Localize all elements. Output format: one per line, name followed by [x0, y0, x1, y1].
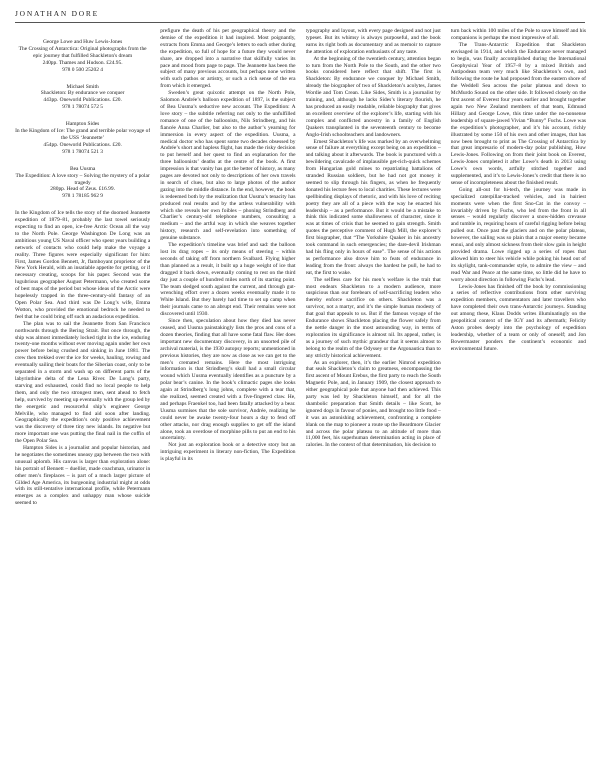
paragraph: typography and layout, with every page designed and not just typeset. But its whimsy is always purposeful, and the book earns its right both as documentary and as memoir to capture the attention of exploration enthusiasts of any taste. — [305, 28, 441, 55]
book-isbn: 978 1 78074 521 3 — [62, 148, 104, 155]
book-author: George Lowe and Huw Lewis-Jones — [42, 39, 123, 45]
paragraph: turn back within 100 miles of the Pole to save himself and his companions is perhaps the most impressive of all. — [450, 28, 586, 41]
book-isbn: 978 0 500 25202 4 — [62, 66, 104, 73]
book-title: The Expedition: A love story – Solving the mystery of a polar tragedy — [15, 172, 150, 186]
book-details: 454pp. Oneworld Publications. £20. — [43, 141, 122, 148]
paragraph: Not just an exploration book or a detective story but an intriguing experiment in literary non-fiction, The Expedition is playful in its — [160, 442, 296, 463]
paragraph: The Trans-Antarctic Expedition that Shackleton envisaged in 1914, and which the Endurance never managed to begin, was finally accomplished during the International Geophysical Year of 1957–8 by a mixed British and Antipodean team very much like Shackleton’s own, and following the route he had proposed from the eastern shore of the Weddell Sea across the polar plateau and down to McMurdo Sound on the other side. It followed closely on the first ascent of Everest four years earlier and brought together again two New Zealand members of that team, Edmund Hillary and George Lowe, this time under the no-nonsense leadership of square-jawed Vivian “Bunny” Fuchs. Lowe was the expedition’s photographer, and it’s his account, richly illustrated by some 150 of his own and other images, that has now been brought to print as The Crossing of Antarctica by that great impresario of modern-day polar publishing, Huw Lewis-Jones. Following on from their joint book on Everest, Lewis-Jones completed it after Lowe’s death in 2013 using Lowe’s own words, artfully stitched together and supplemented, and it’s to Lewis-Jones’s credit that there is no sense of incompleteness about the finished result. — [450, 41, 586, 186]
paragraph: Lewis-Jones has finished off the book by commissioning a series of reflective contributions from other surviving expedition members, commentators and later travellers who have completed their own trans-Antarctic journeys. Standing out among these, Klaus Dodds writes illuminatingly on the geopolitical context of the IGY and its aftermath; Felicity Aston probes deeply into the psychology of expedition leadership, whether of a team or only of oneself; and Jon Bowermaster ponders the continent’s economic and environmental future. — [450, 283, 586, 352]
column-2 — [160, 28, 295, 760]
paragraph: The expedition’s timeline was brief and sad: the balloon lost its drag ropes – its only means of steering – within seconds of taking off from northern Svalbard. Flying higher than planned as a result, it built up a huge weight of ice that dragged it back down, eventually coming to rest on the third day just a couple of hundred miles north of its starting point. The team sledged south against the current, and through gut-wrenching effort over a dozen weeks eventually made it to White Island. But they barely had time to set up camp when their journals came to an abrupt end. Their remains were not discovered until 1930. — [160, 242, 296, 318]
book-details: 240pp. Thames and Hudson. £24.95. — [42, 59, 123, 66]
paragraph: Hampton Sides is a journalist and popular historian, and he negotiates the sometimes uneasy gap between the two with unusual aplomb. His canvas is larger than exploration alone: his portrait of Bennett – duellist, made coachman, urinator in other men’s fireplaces – is part of a much larger picture of Gilded Age America, its burgeoning industrial might at odds with its still-tentative international profile, while Petermann emerges as a complex and unhappy man whose suicide seemed to — [15, 445, 151, 507]
book-entry — [15, 84, 150, 112]
book-author: Bea Uusma — [70, 165, 96, 172]
paragraph: The plan was to sail the Jeannette from San Francisco northwards through the Bering Strait. But once through, the ship was almost immediately locked tight in the ice, enduring twenty-one months without ever moving again under her own power before being crushed and sinking in June 1881. The crew then trekked over the ice for weeks, hauling, rowing and eventually sailing their boats for the Siberian coast, only to be separated in a storm and wash up on different parts of the labyrinthine delta of the Lena River. De Long’s party, starving and exhausted, could find no local people to help them, and only the two strongest men, sent ahead to fetch help, survived by meeting up eventually with the group led by the energetic and resourceful ship’s engineer George Melville, who managed to find aid soon after landing. Geographically the expedition’s only positive achievement was the discovery of three tiny new islands. Its negative but more important one was putting the final nail in the coffin of the Open Polar Sea. — [15, 320, 151, 445]
article-author: JONATHAN DORE — [15, 9, 99, 18]
paragraph: Ernest Shackleton’s life was marked by an overwhelming sense of failure at everything except being on an expedition – and talking about it afterwards. The book is punctured with a bewildering cavalcade of implausible get-rich-quick schemes from Hungarian gold mines to repatriating battalions of stranded Russian soldiers, but he had not got money it seemed to slip through his fingers, as when he frequently donated his lecture fees to local charities. These lectures were spellbinding displays of rhetoric, and with his love of reciting poetry they are all of a piece with the way he enacted his leadership – as a performance. But it would be a mistake to think this indicated some shallowness of character, since it was at times of crisis that he seemed to gain strength. Smith quotes the perceptive comment of Hugh Mill, the explorer’s first biographer, that “The Yorkshire Quaker in his ancestry took command in such emergencies; the dare-devil Irishman had his fling only in hours of ease”. The sense of his actions as performance also drove him to feats of endurance in leading from the front: always the hardest he pull, he had to eat, the first to wake. — [305, 138, 441, 276]
book-details: 443pp. Oneworld Publications. £20. — [43, 97, 122, 104]
book-isbn: 978 1 78185 962 9 — [62, 193, 104, 200]
book-entry — [15, 39, 150, 74]
paragraph: The selfless care for his men’s welfare is the trait that most endears Shackleton to a modern audience, more suspicious than our forebears of self-sacrificing leaders who thereby enforce sacrifice on others. Shackleton was a survivor, not a martyr, and it’s the simple human modesty of that goal that appeals to us. But if the famous voyage of the Endurance shows Shackleton placing the flower safely from the nettle danger in the most astounding way, in terms of exploration its significance is almost nil. Its appeal, rather, is as a journey of such mythic grandeur that it seems almost to belong to the realm of the Odyssey or the Argonautica than to any strictly historical achievement. — [305, 276, 441, 359]
book-author: Hampton Sides — [65, 121, 100, 128]
book-author: Michael Smith — [66, 83, 99, 90]
paragraph: Since then, speculation about how they died has never ceased, and Uusma painstakingly lists the pros and cons of a dozen theories, finding that all have some fatal flaw. Her does important new documentary discovery, in an unsorted pile of archival material, is the 1930 autopsy reports; unmentioned in previous histories, they are now as close as we can get to the men’s cremated remains. Here the most intriguing information is that Strindberg’s skull had a small circular wound which Uusma eventually identifies as a puncture by a polar bear’s canine. In the book’s climactic pages she looks again at Strindberg’s long johns, complete with a tear that, she realized, seemed created with a five-fingered claw. He, and perhaps Fraenkel too, had been fatally attacked by a bear. Uusma surmises that the sole survivor, Andrée, realizing he could never be awake twenty-four hours a day to fend off other attacks, nor drag enough supplies to get off the island alone, took an overdose of morphine pills to put an end to his uncertainty. — [160, 318, 296, 442]
book-title: In the Kingdom of Ice: The grand and terrible polar voyage of the USS ‘Jeannette’ — [15, 128, 151, 141]
column-3 — [306, 28, 441, 760]
column-4 — [451, 28, 586, 760]
paragraph: Sweden’s great quixotic attempt on the North Pole, Salomon Andrée’s balloon expedition of 1897, is the subject of Bea Uusma’s seductive new account. The Expedition: A love story – the subtitle referring not only to the unfulfilled romance of one of the balloonists, Nils Strindberg, and his fiancée Anna Charlier, but also to the author’s yearning for immersion in every aspect of the expedition. Uusma, a medical doctor who has spent some two decades obsessed by Andrée’s short and hapless flight, has made the risky decision to put herself and her quest to find an explanation for the three balloonists’ deaths at the centre of the book. A first impression is that vanity has got the better of history, as many pages are devoted not only to descriptions of her own travels in search of clues, but also to large photos of the author gazing into the middle distance. In the end, however, the book is redeemed both by the realization that Uusma’s tenacity has produced real results and by the artless vulnerability with which she reveals her own foibles – phoning Strindberg and Charlier’s century-old telephone numbers, consulting a medium – and the artful way in which she weaves together history, research and self-revelation into something of genuine substance. — [160, 90, 296, 242]
paragraph: Going all-out for hi-tech, the journey was made in specialized caterpillar-tracked vehicles, and in hairiest moments were when the first Sno-Cat in the convoy – invariably driven by Fuchs, who led from the front in all senses – would regularly discover a snow-hidden crevasse and tumble in, requiring hours of careful rigging before being pulled out. Once past the glaciers and on the polar plateau, however, the sailing was so plain that a major enemy became ennui, and only almost sickness from their slow gain in height provided drama. Lowe rigged up a series of ropes that allowed him to steer his vehicle while poking his head out of its skylight, tank-commander style, to admire the view – and read War and Peace at the same time, so little did he have to worry about direction in following Fuchs’s lead. — [450, 186, 586, 283]
book-entry — [15, 121, 150, 156]
paragraph: At the beginning of the twentieth century, attention began to turn from the North Pole to the South, and the other two books considered here reflect that shift. The first is Shackleton: By endurance we conquer by Michael Smith, already the biographer of two of Shackleton’s acolytes, James Wordie and Tom Crean. Like Sides, Smith is a journalist by training, and, although he lacks Sides’s literary flourish, he has produced an easily readable, reliable biography that gives an excellent overview of the explorer’s life, starting with his complex and conflicted ancestry in a family of English Quakers transplanted in the seventeenth century to become Anglo-Irish schoolteachers and landowners. — [305, 55, 441, 138]
book-title: The Crossing of Antarctica: Original photographs from the epic journey that fulfilled Shackleton's dream — [18, 45, 147, 59]
book-title: Shackleton: By endurance we conquer — [40, 90, 125, 97]
book-isbn: 978 1 78074 572 5 — [62, 104, 104, 111]
paragraph: In the Kingdom of Ice tells the story of the doomed Jeannette expedition of 1879–81, probably the last towel seriously expecting to find an open, ice-free Arctic Ocean all the way to the North Pole. George Washington De Long was an ambitious young US Naval officer who spent years building a network of contacts who could help make the voyage a reality. Three figures were especially significant for him: First, James Gordon Bennett, Jr, flamboyant proprietor of the New York Herald, with an insatiable appetite for getting, or if necessary creating, scoops for his paper. Second was the lugubrious geographer August Petermann, who created some of best maps of the period but whose ideas of the Arctic were hopelessly trapped in the three-century-old fantasy of an Open Polar Sea. And third was De Long’s wife, Emma Wotton, who provided the emotional bedrock he needed to feel that he could bring off such an audacious expedition. — [15, 210, 151, 320]
paragraph: As an explorer, then, it’s the earlier Nimrod expedition that seals Shackleton’s claim to greatness, encompassing the first ascent of Mount Erebus, the first party to reach the South Magnetic Pole, and, in January 1909, the closest approach to either geographical pole that anyone had then achieved. This party was led by Shackleton himself, and for all the shambolic preparation that Smith details – like Scott, he ignored dogs in favour of ponies, and brought too little food – it was an astonishing achievement, confronting a complete blank on the map to pioneer a route up the Beardmore Glacier and across the polar plateau to an altitude of more than 11,000 feet, his superhuman determination acting in place of calories. In the context of that determination, his decision to — [305, 359, 441, 449]
book-details: 280pp. Head of Zeus. £16.99. — [50, 186, 115, 193]
article-columns — [15, 28, 586, 760]
reviewed-books — [15, 39, 150, 200]
book-entry — [15, 166, 150, 201]
paragraph: prefigure the death of his pet geographical theory and the demise of the expedition it had inspired. Most poignantly, extracts from Emma and George’s letters to each other during the expedition, so full of hope for a future they would never share, are dropped into a narrative that skilfully varies its pace and mood from page to page. The Jeannette has been the subject of many previous accounts, but perhaps none written with such pathos or artistry, or such a rich sense of the era from which it emerged. — [160, 28, 296, 90]
header-rule — [15, 22, 585, 23]
column-1 — [15, 28, 150, 760]
